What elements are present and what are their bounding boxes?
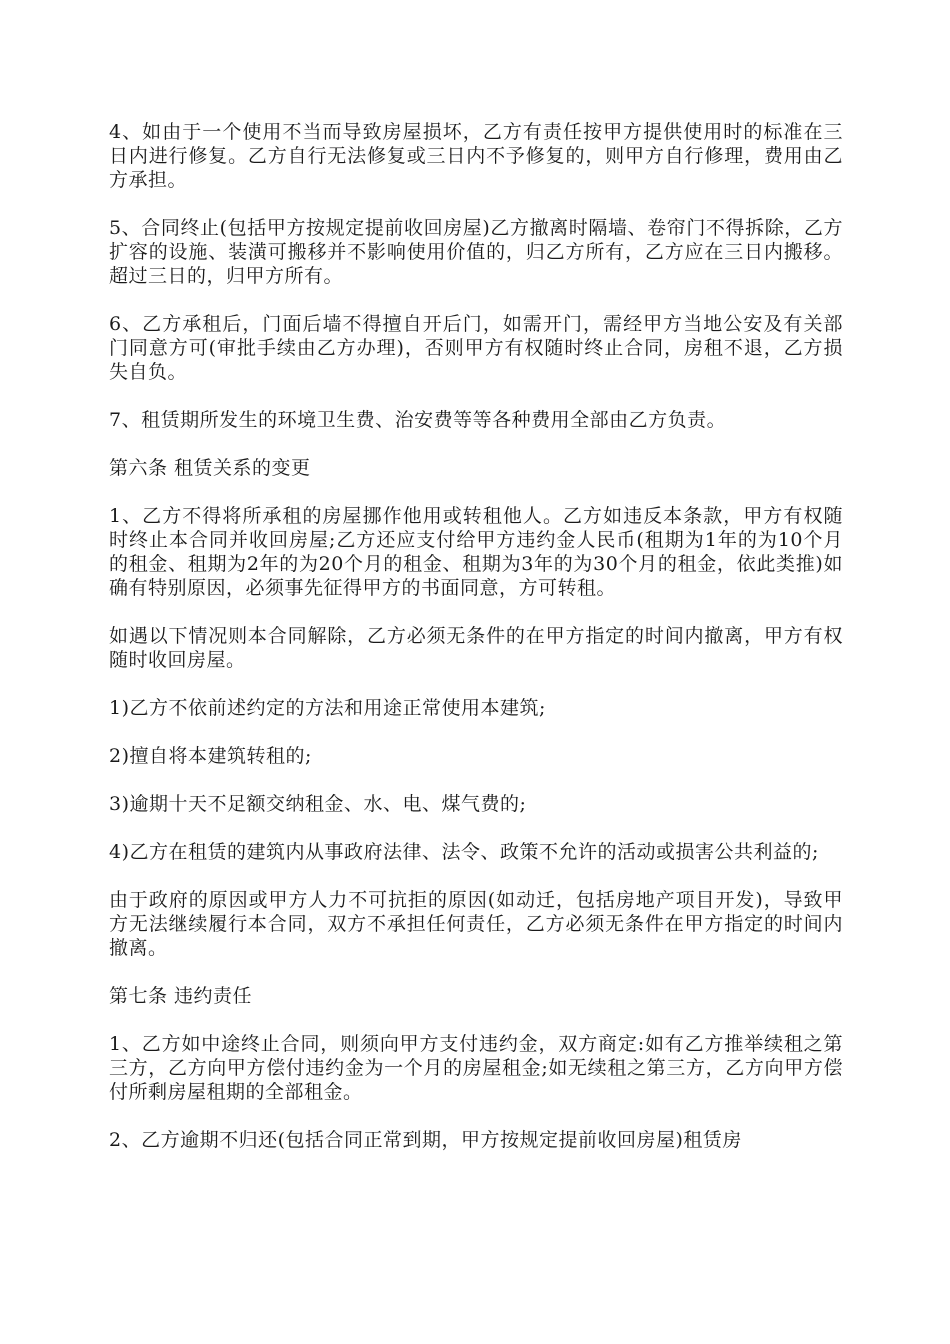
termination-condition-1: 1)乙方不依前述约定的方法和用途正常使用本建筑; bbox=[109, 697, 546, 719]
termination-condition-2: 2)擅自将本建筑转租的; bbox=[109, 745, 312, 767]
termination-condition-4: 4)乙方在租赁的建筑内从事政府法律、法令、政策不允许的活动或损害公共利益的; bbox=[109, 841, 819, 863]
termination-condition-3: 3)逾期十天不足额交纳租金、水、电、煤气费的; bbox=[109, 793, 527, 815]
clause-7-item-1: 1、乙方如中途终止合同，则须向甲方支付违约金，双方商定:如有乙方推举续租之第三方，乙方向甲方偿付违约金为一个月的房屋租金;如无续租之第三方，乙方向甲方偿付所剩房屋租期的全部租金。 bbox=[109, 1033, 843, 1103]
article-7-heading: 第七条 违约责任 bbox=[109, 985, 253, 1007]
clause-5-item-5: 5、合同终止(包括甲方按规定提前收回房屋)乙方撤离时隔墙、卷帘门不得拆除，乙方扩容的设施、装潢可搬移并不影响使用价值的，归乙方所有，乙方应在三日内搬移。超过三日的，归甲方所有。 bbox=[109, 217, 843, 287]
document-page bbox=[109, 120, 843, 1176]
clause-5-item-7: 7、租赁期所发生的环境卫生费、治安费等等各种费用全部由乙方负责。 bbox=[109, 409, 727, 431]
clause-6-termination-intro: 如遇以下情况则本合同解除，乙方必须无条件的在甲方指定的时间内撤离，甲方有权随时收回房屋。 bbox=[109, 625, 843, 671]
clause-6-item-1: 1、乙方不得将所承租的房屋挪作他用或转租他人。乙方如违反本条款，甲方有权随时终止本合同并收回房屋;乙方还应支付给甲方违约金人民币(租期为1年的为10个月的租金、租期为2年的为20个月的租金、租期为3年的为30个月的租金，依此类推)如确有特别原因，必须事先征得甲方的书面同意，方可转租。 bbox=[109, 505, 843, 599]
clause-5-item-6: 6、乙方承租后，门面后墙不得擅自开后门，如需开门，需经甲方当地公安及有关部门同意方可(审批手续由乙方办理)，否则甲方有权随时终止合同，房租不退，乙方损失自负。 bbox=[109, 313, 843, 383]
clause-5-item-4: 4、如由于一个使用不当而导致房屋损坏，乙方有责任按甲方提供使用时的标准在三日内进行修复。乙方自行无法修复或三日内不予修复的，则甲方自行修理，费用由乙方承担。 bbox=[109, 121, 843, 191]
article-6-heading: 第六条 租赁关系的变更 bbox=[109, 457, 311, 479]
clause-7-item-2: 2、乙方逾期不归还(包括合同正常到期，甲方按规定提前收回房屋)租赁房 bbox=[109, 1129, 742, 1151]
force-majeure-paragraph: 由于政府的原因或甲方人力不可抗拒的原因(如动迁，包括房地产项目开发)，导致甲方无法继续履行本合同，双方不承担任何责任，乙方必须无条件在甲方指定的时间内撤离。 bbox=[109, 889, 843, 959]
